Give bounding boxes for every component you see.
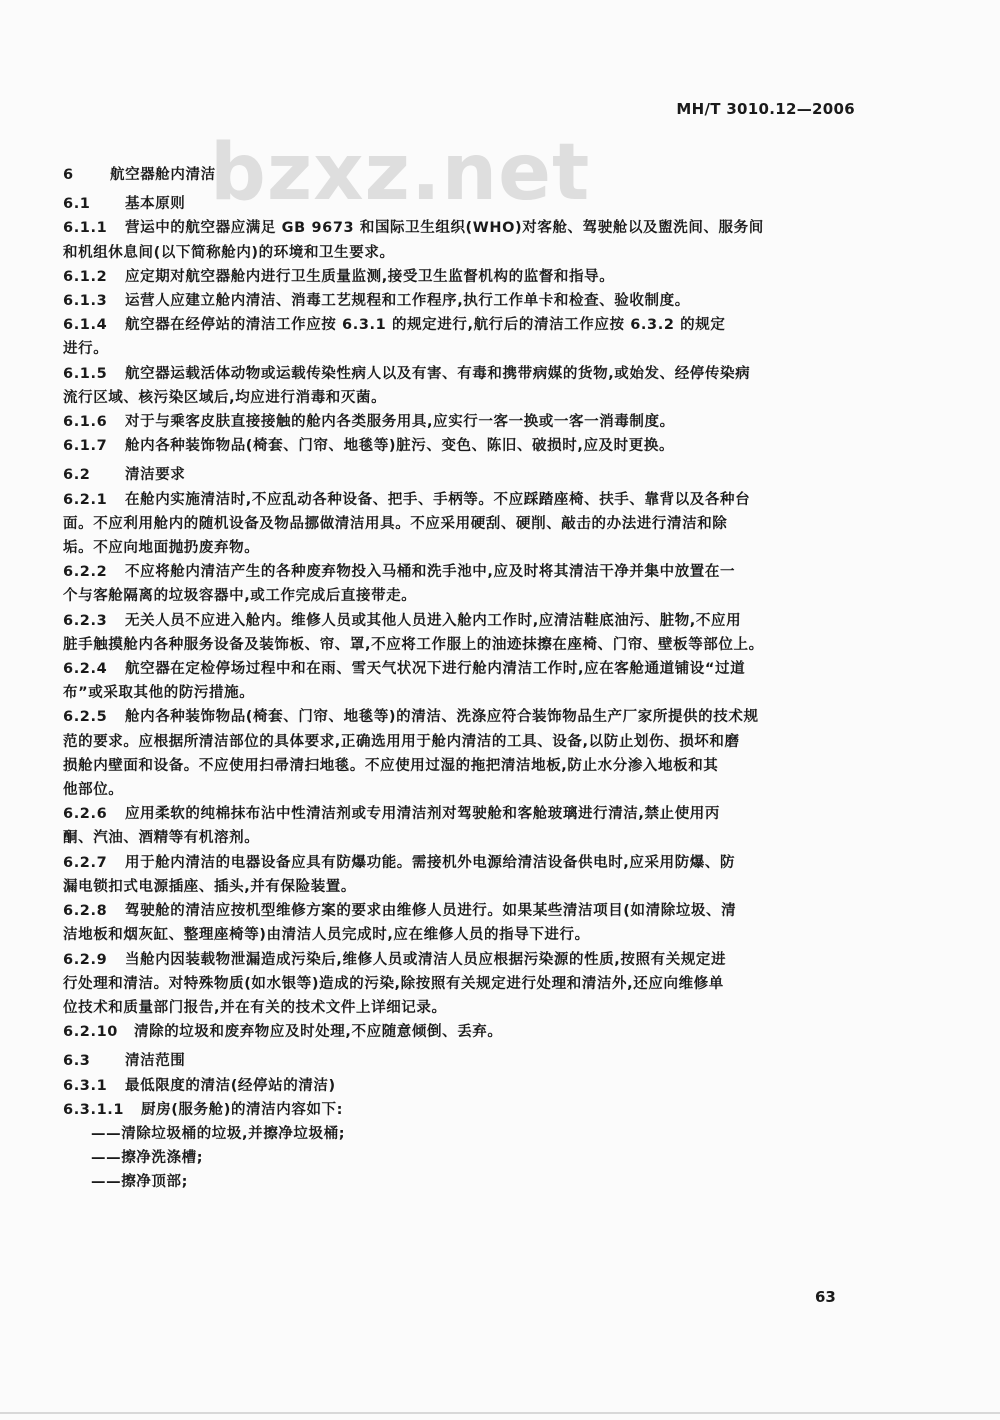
clause-line xyxy=(63,463,858,487)
clause-line xyxy=(63,851,858,875)
clause-continuation: 个与客舱隔离的垃圾容器中,或工作完成后直接带走。 xyxy=(63,588,417,605)
clause-number: 6.2.2 xyxy=(63,564,108,581)
clause-number: 6.1.7 xyxy=(63,438,108,455)
clause-line xyxy=(63,1020,858,1044)
clause-line xyxy=(63,657,858,681)
clause-text: 在舱内实施清洁时,不应乱动各种设备、把手、手柄等。不应踩踏座椅、扶手、靠背以及各种台 xyxy=(125,491,751,508)
clause-number: 6.1 xyxy=(63,196,91,213)
clause-text: 用于舱内清洁的电器设备应具有防爆功能。需接机外电源给清洁设备供电时,应采用防爆、防 xyxy=(125,854,736,871)
clause-continuation: 布”或采取其他的防污措施。 xyxy=(63,685,255,702)
clause-text: 清洁范围 xyxy=(125,1053,186,1070)
clause-text: 对于与乘客皮肤直接接触的舱内各类服务用具,应实行一客一换或一客一消毒制度。 xyxy=(125,414,675,431)
clause-number: 6.2.1 xyxy=(63,491,108,508)
clause-text: 营运中的航空器应满足 GB 9673 和国际卫生组织(WHO)对客舱、驾驶舱以及盥洗间、服务间 xyxy=(125,220,764,237)
clause-text: 航空器运载活体动物或运载传染性病人以及有害、有毒和携带病媒的货物,或始发、经停传染病 xyxy=(125,365,751,382)
clause-number: 6.2.6 xyxy=(63,806,108,823)
clause-line xyxy=(63,192,858,216)
clause-continuation: 行处理和清洁。对特殊物质(如水银等)造成的污染,除按照有关规定进行处理和清洁外,还应向维修单 xyxy=(63,975,724,992)
clause-number: 6.2.8 xyxy=(63,903,108,920)
clause-number: 6.1.1 xyxy=(63,220,108,237)
clause-continuation: 酮、汽油、酒精等有机溶剂。 xyxy=(63,830,260,847)
clause-number: 6.2.5 xyxy=(63,709,108,726)
clause-text: 清洁要求 xyxy=(125,467,186,484)
clause-line xyxy=(63,948,858,972)
clause-line xyxy=(63,362,858,386)
clause-continuation: 脏手触摸舱内各种服务设备及装饰板、帘、罩,不应将工作服上的油迹抹擦在座椅、门帘、壁板等部位上。 xyxy=(63,636,764,653)
clause-continuation: 流行区域、核污染区域后,均应进行消毒和灭菌。 xyxy=(63,389,387,406)
clause-text: 航空器在经停站的清洁工作应按 6.3.1 的规定进行,航行后的清洁工作应按 6.3.2 的规定 xyxy=(125,317,726,334)
clause-number: 6.3 xyxy=(63,1053,91,1070)
document-body xyxy=(63,158,858,1195)
clause-number: 6.1.4 xyxy=(63,317,108,334)
clause-continuation: 漏电锁扣式电源插座、插头,并有保险装置。 xyxy=(63,878,357,895)
clause-text: 航空器舱内清洁 xyxy=(110,167,216,183)
list-item: ——擦净洗涤槽; xyxy=(91,1150,204,1167)
clause-continuation: 垢。不应向地面抛扔废弃物。 xyxy=(63,540,260,557)
clause-line xyxy=(63,265,858,289)
clause-line xyxy=(63,289,858,313)
clause-text: 当舱内因装载物泄漏造成污染后,维修人员或清洁人员应根据污染源的性质,按照有关规定进 xyxy=(125,951,727,968)
clause-number: 6.2.9 xyxy=(63,951,108,968)
clause-line xyxy=(63,609,858,633)
clause-line xyxy=(63,216,858,240)
clause-number: 6.2 xyxy=(63,467,91,484)
page-number: 63 xyxy=(815,1288,836,1306)
clause-line xyxy=(63,1049,858,1073)
clause-line xyxy=(63,313,858,337)
clause-text: 航空器在定检停场过程中和在雨、雪天气状况下进行舱内清洁工作时,应在客舱通道铺设“过道 xyxy=(125,661,746,678)
clause-text: 基本原则 xyxy=(125,196,186,213)
clause-text: 清除的垃圾和废弃物应及时处理,不应随意倾倒、丢弃。 xyxy=(134,1024,503,1041)
clause-number: 6.3.1.1 xyxy=(63,1101,125,1118)
clause-line xyxy=(63,1074,858,1098)
clause-text: 舱内各种装饰物品(椅套、门帘、地毯等)脏污、变色、陈旧、破损时,应及时更换。 xyxy=(125,438,675,455)
clause-text: 运营人应建立舱内清洁、消毒工艺规程和工作程序,执行工作单卡和检查、验收制度。 xyxy=(125,293,690,310)
watermark: bzxz.net xyxy=(210,128,591,218)
clause-text: 应定期对航空器舱内进行卫生质量监测,接受卫生监督机构的监督和指导。 xyxy=(125,268,615,285)
list-item: ——擦净顶部; xyxy=(91,1174,188,1191)
clause-text: 厨房(服务舱)的清洁内容如下: xyxy=(141,1101,344,1118)
clause-number: 6.2.4 xyxy=(63,661,108,678)
clause-continuation: 面。不应利用舱内的随机设备及物品挪做清洁用具。不应采用硬刮、硬削、敲击的办法进行清洁和除 xyxy=(63,515,728,532)
clause-text: 无关人员不应进入舱内。维修人员或其他人员进入舱内工作时,应清洁鞋底油污、脏物,不应用 xyxy=(125,612,742,629)
clause-line xyxy=(63,410,858,434)
clause-line xyxy=(63,488,858,512)
clause-number: 6.2.7 xyxy=(63,854,108,871)
clause-line xyxy=(63,560,858,584)
clause-number: 6.3.1 xyxy=(63,1077,108,1094)
clause-text: 最低限度的清洁(经停站的清洁) xyxy=(125,1077,336,1094)
clause-continuation: 他部位。 xyxy=(63,782,124,799)
clause-number: 6 xyxy=(63,167,74,183)
clause-number: 6.1.3 xyxy=(63,293,108,310)
clause-line xyxy=(63,899,858,923)
list-item: ——清除垃圾桶的垃圾,并擦净垃圾桶; xyxy=(91,1125,346,1142)
clause-number: 6.1.6 xyxy=(63,414,108,431)
clause-text: 舱内各种装饰物品(椅套、门帘、地毯等)的清洁、洗涤应符合装饰物品生产厂家所提供的技术规 xyxy=(125,709,759,726)
clause-line xyxy=(63,802,858,826)
clause-continuation: 损舱内壁面和设备。不应使用扫帚清扫地毯。不应使用过湿的拖把清洁地板,防止水分渗入地板和其 xyxy=(63,757,719,774)
clause-continuation: 和机组休息间(以下简称舱内)的环境和卫生要求。 xyxy=(63,244,395,261)
document-code: MH/T 3010.12—2006 xyxy=(676,100,855,118)
clause-continuation: 位技术和质量部门报告,并在有关的技术文件上详细记录。 xyxy=(63,999,447,1016)
clause-text: 驾驶舱的清洁应按机型维修方案的要求由维修人员进行。如果某些清洁项目(如清除垃圾、清 xyxy=(125,903,737,920)
clause-line xyxy=(63,705,858,729)
clause-text: 不应将舱内清洁产生的各种废弃物投入马桶和洗手池中,应及时将其清洁干净并集中放置在一 xyxy=(125,564,736,581)
clause-number: 6.2.10 xyxy=(63,1024,118,1041)
clause-number: 6.1.5 xyxy=(63,365,108,382)
bottom-divider xyxy=(0,1412,1000,1414)
clause-continuation: 洁地板和烟灰缸、整理座椅等)由清洁人员完成时,应在维修人员的指导下进行。 xyxy=(63,927,590,944)
clause-line xyxy=(63,434,858,458)
clause-continuation: 进行。 xyxy=(63,341,109,358)
clause-text: 应用柔软的纯棉抹布沾中性清洁剂或专用清洁剂对驾驶舱和客舱玻璃进行清洁,禁止使用丙 xyxy=(125,806,721,823)
clause-continuation: 范的要求。应根据所清洁部位的具体要求,正确选用用于舱内清洁的工具、设备,以防止划伤、损坏和磨 xyxy=(63,733,740,750)
clause-line xyxy=(63,163,858,187)
clause-number: 6.1.2 xyxy=(63,268,108,285)
clause-line xyxy=(63,1098,858,1122)
clause-number: 6.2.3 xyxy=(63,612,108,629)
